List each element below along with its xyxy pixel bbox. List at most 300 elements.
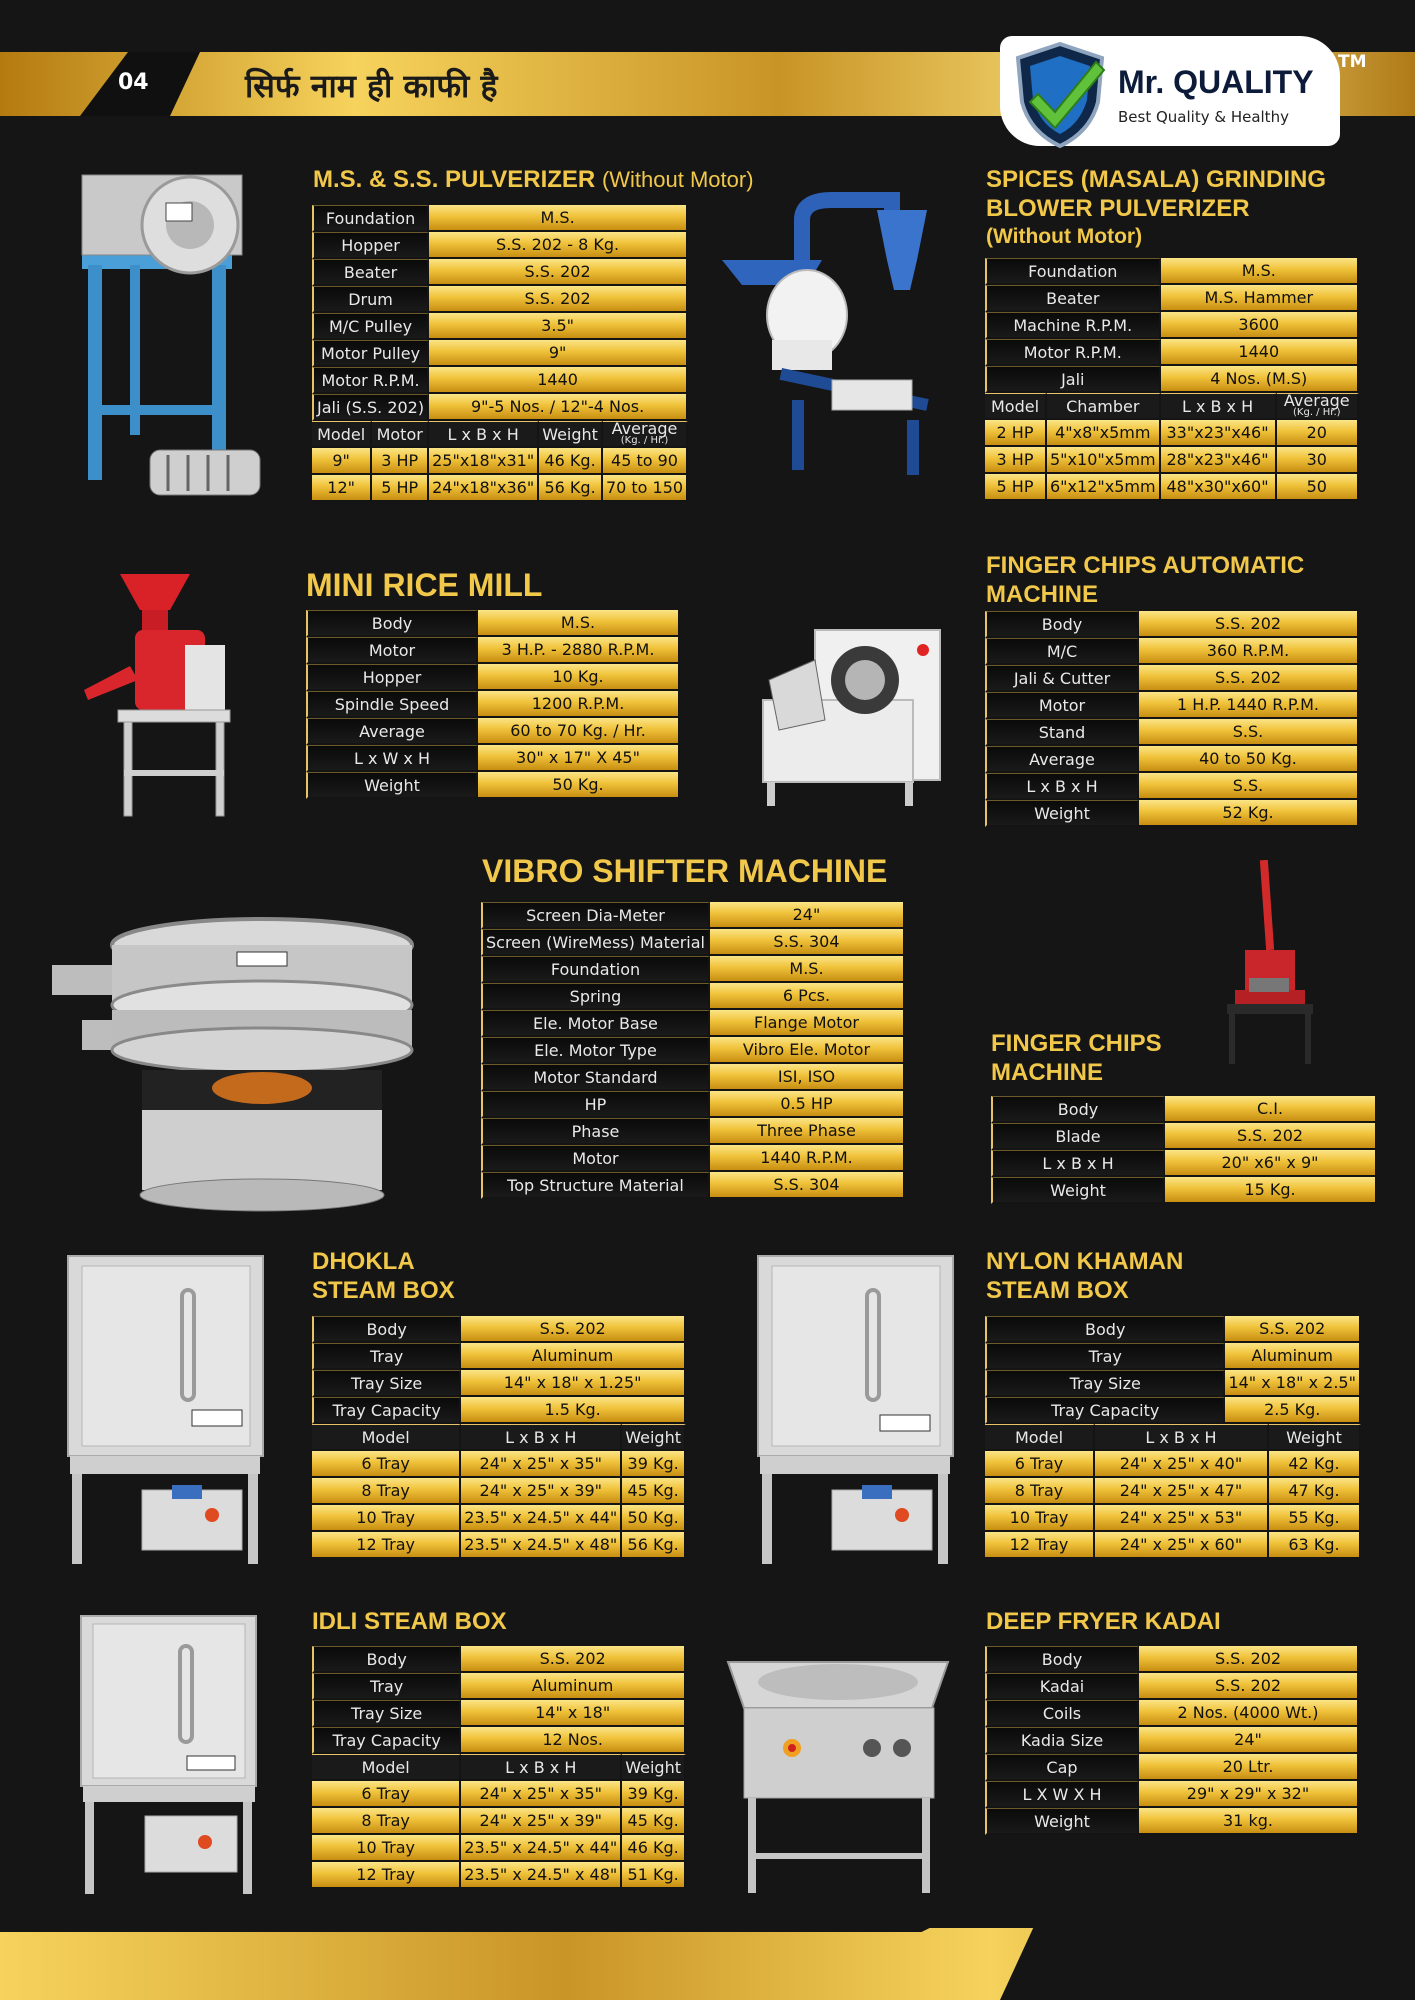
table-row: [312, 1478, 686, 1505]
table-row: [985, 1343, 1361, 1370]
table-row: [312, 232, 688, 259]
deep-fryer-image: [722, 1648, 954, 1898]
table-cell: 23.5" x 24.5" x 48": [461, 1532, 622, 1559]
rice-mill-spec-table: [306, 610, 680, 799]
spec-value: 1200 R.P.M.: [478, 691, 680, 718]
table-cell: 2 HP: [985, 420, 1047, 447]
table-row: [312, 394, 688, 421]
table-row: [306, 637, 680, 664]
table-cell: 4"x8"x5mm: [1047, 420, 1161, 447]
table-row: [985, 1397, 1361, 1424]
table-row: [306, 664, 680, 691]
spec-label: Machine R.P.M.: [985, 312, 1161, 339]
spec-label: Foundation: [985, 258, 1161, 285]
table-row: [985, 665, 1359, 692]
deep-fryer-title: DEEP FRYER KADAI: [986, 1608, 1221, 1635]
spec-label: Beater: [312, 259, 429, 286]
finger-chips-automatic-image: [755, 620, 945, 810]
table-cell: 48"x30"x60": [1161, 474, 1277, 501]
spec-value: 3 H.P. - 2880 R.P.M.: [478, 637, 680, 664]
column-header: Weight: [622, 1424, 686, 1451]
spec-value: 50 Kg.: [478, 772, 680, 799]
blower-pulverizer-title: SPICES (MASALA) GRINDING BLOWER PULVERIZER (Without Motor): [986, 166, 1327, 248]
column-header: L x B x H: [1095, 1424, 1269, 1451]
table-cell: 46 Kg.: [622, 1835, 686, 1862]
table-row: [985, 638, 1359, 665]
spec-value: 2.5 Kg.: [1225, 1397, 1361, 1424]
finger-chips-automatic-title: FINGER CHIPS AUTOMATIC MACHINE: [986, 552, 1305, 608]
table-cell: 33"x23"x46": [1161, 420, 1277, 447]
spec-value: C.I.: [1165, 1096, 1377, 1123]
spec-label: Body: [312, 1646, 461, 1673]
table-row: [312, 1727, 686, 1754]
spec-label: Tray Capacity: [985, 1397, 1225, 1424]
table-row: [985, 420, 1359, 447]
table-row: [312, 340, 688, 367]
table-cell: 24" x 25" x 39": [461, 1478, 622, 1505]
spec-label: Body: [985, 611, 1139, 638]
spec-value: 14" x 18" x 1.25": [461, 1370, 686, 1397]
spec-rows: [985, 1646, 1359, 1835]
table-cell: 6 Tray: [312, 1451, 461, 1478]
table-cell: 45 Kg.: [622, 1808, 686, 1835]
spec-label: L X W X H: [985, 1781, 1139, 1808]
table-row: [481, 929, 905, 956]
spec-value: 24": [1139, 1727, 1359, 1754]
spec-value: S.S. 202: [1139, 665, 1359, 692]
spec-value: 4 Nos. (M.S): [1161, 366, 1359, 393]
table-header-row: [312, 1424, 686, 1451]
table-row: [985, 1316, 1361, 1343]
table-cell: 39 Kg.: [622, 1451, 686, 1478]
spec-value: 0.5 HP: [710, 1091, 905, 1118]
spec-label: Jali: [985, 366, 1161, 393]
table-row: [985, 1646, 1359, 1673]
spec-value: 9"-5 Nos. / 12"-4 Nos.: [429, 394, 688, 421]
spec-label: Ele. Motor Type: [481, 1037, 710, 1064]
spec-value: 52 Kg.: [1139, 800, 1359, 827]
table-row: [985, 285, 1359, 312]
table-cell: 45 Kg.: [622, 1478, 686, 1505]
spec-label: Body: [985, 1316, 1225, 1343]
spec-label: Tray Size: [312, 1370, 461, 1397]
spec-value: S.S. 202 - 8 Kg.: [429, 232, 688, 259]
table-row: [312, 1808, 686, 1835]
table-cell: 55 Kg.: [1269, 1505, 1361, 1532]
column-header: Weight: [539, 421, 603, 448]
spec-label: Motor: [306, 637, 478, 664]
spec-label: Hopper: [312, 232, 429, 259]
table-row: [985, 1478, 1361, 1505]
column-header: L x B x H: [461, 1754, 622, 1781]
table-row: [312, 1451, 686, 1478]
table-cell: 9": [312, 448, 372, 475]
spec-value: Aluminum: [1225, 1343, 1361, 1370]
table-cell: 42 Kg.: [1269, 1451, 1361, 1478]
header-slogan: सिर्फ नाम ही काफी है: [245, 67, 498, 105]
table-row: [481, 983, 905, 1010]
table-row: [985, 611, 1359, 638]
table-row: [312, 1700, 686, 1727]
table-cell: 28"x23"x46": [1161, 447, 1277, 474]
table-cell: 8 Tray: [985, 1478, 1095, 1505]
table-row: [312, 286, 688, 313]
spec-label: Spindle Speed: [306, 691, 478, 718]
spec-value: S.S. 202: [1139, 1673, 1359, 1700]
spec-value: M.S.: [429, 205, 688, 232]
spec-value: 20" x6" x 9": [1165, 1150, 1377, 1177]
table-cell: 46 Kg.: [539, 448, 603, 475]
spec-label: Motor: [985, 692, 1139, 719]
table-cell: 12 Tray: [312, 1532, 461, 1559]
spec-value: M.S.: [1161, 258, 1359, 285]
spec-label: Tray: [985, 1343, 1225, 1370]
spec-label: M/C Pulley: [312, 313, 429, 340]
table-cell: 12 Tray: [985, 1532, 1095, 1559]
spec-label: Foundation: [481, 956, 710, 983]
spec-label: Tray Size: [312, 1700, 461, 1727]
table-cell: 8 Tray: [312, 1808, 461, 1835]
table-cell: 25"x18"x31": [429, 448, 539, 475]
rice-mill-title: MINI RICE MILL: [306, 567, 543, 603]
table-header-row: [312, 1754, 686, 1781]
spec-value: 14" x 18" x 2.5": [1225, 1370, 1361, 1397]
spec-value: 9": [429, 340, 688, 367]
spec-rows: [306, 610, 680, 799]
table-cell: 50 Kg.: [622, 1505, 686, 1532]
table-cell: 30: [1277, 447, 1359, 474]
table-cell: 5 HP: [372, 475, 429, 502]
table-row: [985, 1700, 1359, 1727]
spec-label: Foundation: [312, 205, 429, 232]
table-row: [481, 1172, 905, 1199]
khaman-steam-box-title: NYLON KHAMAN STEAM BOX: [986, 1248, 1184, 1304]
brand-name: Mr. QUALITY: [1118, 64, 1314, 100]
spec-label: Jali & Cutter: [985, 665, 1139, 692]
table-row: [306, 610, 680, 637]
spec-label: Body: [306, 610, 478, 637]
spec-label: Coils: [985, 1700, 1139, 1727]
footer-divider: [0, 1918, 950, 1932]
finger-chips-machine-title: FINGER CHIPS MACHINE: [991, 1030, 1162, 1086]
spec-value: 10 Kg.: [478, 664, 680, 691]
spec-value: S.S. 304: [710, 929, 905, 956]
spec-rows: [985, 258, 1359, 501]
table-row: [985, 1727, 1359, 1754]
table-row: [985, 258, 1359, 285]
spec-label: Weight: [985, 800, 1139, 827]
table-row: [312, 1532, 686, 1559]
vibro-shifter-spec-table: [481, 902, 905, 1199]
table-row: [312, 1343, 686, 1370]
table-row: [985, 474, 1359, 501]
table-cell: 39 Kg.: [622, 1781, 686, 1808]
spec-label: Cap: [985, 1754, 1139, 1781]
spec-label: Body: [991, 1096, 1165, 1123]
finger-chips-automatic-spec-table: [985, 611, 1359, 827]
table-cell: 12 Tray: [312, 1862, 461, 1889]
table-row: [985, 746, 1359, 773]
page-number: 04: [118, 70, 149, 95]
spec-value: 1.5 Kg.: [461, 1397, 686, 1424]
table-row: [985, 312, 1359, 339]
column-header: Motor: [372, 421, 429, 448]
table-row: [991, 1123, 1377, 1150]
table-row: [312, 367, 688, 394]
brand-logo: [1000, 36, 1340, 146]
table-row: [312, 1316, 686, 1343]
spec-label: Blade: [991, 1123, 1165, 1150]
table-cell: 24" x 25" x 40": [1095, 1451, 1269, 1478]
table-row: [481, 1118, 905, 1145]
table-row: [306, 745, 680, 772]
blower-pulverizer-spec-table: [985, 258, 1359, 501]
dhokla-spec-table: [312, 1316, 686, 1559]
table-row: [306, 772, 680, 799]
spec-label: L x B x H: [991, 1150, 1165, 1177]
table-cell: 70 to 150: [603, 475, 688, 502]
table-row: [985, 1673, 1359, 1700]
table-row: [312, 475, 688, 502]
table-cell: 24" x 25" x 39": [461, 1808, 622, 1835]
trademark-mark: TM: [1338, 52, 1367, 72]
table-row: [481, 1064, 905, 1091]
table-row: [306, 718, 680, 745]
table-cell: 20: [1277, 420, 1359, 447]
table-row: [481, 1037, 905, 1064]
spec-label: Motor Standard: [481, 1064, 710, 1091]
table-cell: 23.5" x 24.5" x 48": [461, 1862, 622, 1889]
table-row: [312, 1781, 686, 1808]
table-row: [985, 339, 1359, 366]
table-cell: 51 Kg.: [622, 1862, 686, 1889]
spec-rows: [481, 902, 905, 1199]
table-row: [985, 366, 1359, 393]
spec-label: L x B x H: [985, 773, 1139, 800]
table-row: [312, 259, 688, 286]
spec-rows: [985, 1316, 1361, 1559]
spec-value: Flange Motor: [710, 1010, 905, 1037]
column-header: L x B x H: [461, 1424, 622, 1451]
table-cell: 63 Kg.: [1269, 1532, 1361, 1559]
spec-label: M/C: [985, 638, 1139, 665]
spec-label: Spring: [481, 983, 710, 1010]
spec-value: 1 H.P. 1440 R.P.M.: [1139, 692, 1359, 719]
brand-tagline: Best Quality & Healthy: [1118, 108, 1289, 126]
table-cell: 23.5" x 24.5" x 44": [461, 1835, 622, 1862]
table-cell: 24"x18"x36": [429, 475, 539, 502]
spec-value: 1440: [1161, 339, 1359, 366]
table-cell: 12": [312, 475, 372, 502]
column-header: Weight: [1269, 1424, 1361, 1451]
column-header: Model: [985, 393, 1047, 420]
column-header: Chamber: [1047, 393, 1161, 420]
table-row: [312, 1862, 686, 1889]
spec-label: Tray Capacity: [312, 1727, 461, 1754]
spec-label: Average: [306, 718, 478, 745]
table-row: [312, 1505, 686, 1532]
table-row: [985, 1808, 1359, 1835]
spec-value: S.S. 202: [429, 286, 688, 313]
spec-value: S.S. 202: [429, 259, 688, 286]
spec-value: S.S. 202: [1225, 1316, 1361, 1343]
spec-value: 14" x 18": [461, 1700, 686, 1727]
spec-value: S.S. 202: [461, 1316, 686, 1343]
spec-value: 6 Pcs.: [710, 983, 905, 1010]
spec-label: Body: [312, 1316, 461, 1343]
spec-label: Ele. Motor Base: [481, 1010, 710, 1037]
table-row: [481, 956, 905, 983]
spec-value: Vibro Ele. Motor: [710, 1037, 905, 1064]
table-row: [312, 1397, 686, 1424]
spec-label: Average: [985, 746, 1139, 773]
table-row: [985, 1370, 1361, 1397]
table-cell: 50: [1277, 474, 1359, 501]
table-row: [991, 1150, 1377, 1177]
spec-value: 2 Nos. (4000 Wt.): [1139, 1700, 1359, 1727]
table-row: [985, 1781, 1359, 1808]
spec-label: Kadia Size: [985, 1727, 1139, 1754]
spec-value: M.S.: [710, 956, 905, 983]
deep-fryer-spec-table: [985, 1646, 1359, 1835]
spec-rows: [312, 1646, 686, 1889]
spec-label: Body: [985, 1646, 1139, 1673]
table-row: [991, 1177, 1377, 1204]
spec-label: Hopper: [306, 664, 478, 691]
table-row: [312, 1673, 686, 1700]
finger-chips-machine-spec-table: [991, 1096, 1377, 1204]
spec-label: Beater: [985, 285, 1161, 312]
table-cell: 6"x12"x5mm: [1047, 474, 1161, 501]
table-cell: 45 to 90: [603, 448, 688, 475]
table-row: [985, 692, 1359, 719]
spec-label: Kadai: [985, 1673, 1139, 1700]
table-cell: 3 HP: [372, 448, 429, 475]
table-row: [481, 1091, 905, 1118]
spec-value: Aluminum: [461, 1343, 686, 1370]
spec-label: Stand: [985, 719, 1139, 746]
column-header: Model: [985, 1424, 1095, 1451]
spec-value: 40 to 50 Kg.: [1139, 746, 1359, 773]
spec-label: Motor Pulley: [312, 340, 429, 367]
column-header: Weight: [622, 1754, 686, 1781]
pulverizer-image: [70, 165, 270, 515]
spec-value: 20 Ltr.: [1139, 1754, 1359, 1781]
table-row: [481, 902, 905, 929]
table-row: [985, 1754, 1359, 1781]
table-row: [991, 1096, 1377, 1123]
spec-value: S.S. 202: [1165, 1123, 1377, 1150]
spec-rows: [312, 1316, 686, 1559]
spec-label: Screen (WireMess) Material: [481, 929, 710, 956]
spec-value: S.S. 202: [1139, 611, 1359, 638]
column-header: Model: [312, 1754, 461, 1781]
spec-label: Tray Size: [985, 1370, 1225, 1397]
table-cell: 47 Kg.: [1269, 1478, 1361, 1505]
table-cell: 10 Tray: [985, 1505, 1095, 1532]
idli-steam-box-image: [75, 1610, 265, 1900]
spec-rows: [985, 611, 1359, 827]
table-cell: 24" x 25" x 60": [1095, 1532, 1269, 1559]
footer-corner: [1000, 1928, 1415, 2000]
spec-value: 60 to 70 Kg. / Hr.: [478, 718, 680, 745]
spec-value: 1440: [429, 367, 688, 394]
table-row: [312, 205, 688, 232]
table-cell: 56 Kg.: [622, 1532, 686, 1559]
spec-label: Jali (S.S. 202): [312, 394, 429, 421]
spec-value: S.S.: [1139, 719, 1359, 746]
spec-label: Screen Dia-Meter: [481, 902, 710, 929]
spec-label: Tray Capacity: [312, 1397, 461, 1424]
blower-pulverizer-image: [712, 190, 952, 480]
spec-value: 12 Nos.: [461, 1727, 686, 1754]
spec-label: Weight: [306, 772, 478, 799]
column-header: Average (Kg. / Hr.): [1277, 393, 1359, 420]
table-cell: 24" x 25" x 47": [1095, 1478, 1269, 1505]
idli-spec-table: [312, 1646, 686, 1889]
spec-label: Phase: [481, 1118, 710, 1145]
pulverizer-title: M.S. & S.S. PULVERIZER (Without Motor): [313, 166, 754, 193]
table-cell: 24" x 25" x 53": [1095, 1505, 1269, 1532]
spec-label: Motor R.P.M.: [312, 367, 429, 394]
table-row: [985, 447, 1359, 474]
vibro-shifter-title: VIBRO SHIFTER MACHINE: [482, 853, 888, 889]
spec-label: Weight: [991, 1177, 1165, 1204]
khaman-spec-table: [985, 1316, 1361, 1559]
spec-value: Three Phase: [710, 1118, 905, 1145]
spec-label: Top Structure Material: [481, 1172, 710, 1199]
table-row: [312, 1835, 686, 1862]
spec-value: M.S.: [478, 610, 680, 637]
spec-value: S.S. 304: [710, 1172, 905, 1199]
table-cell: 24" x 25" x 35": [461, 1451, 622, 1478]
shield-check-icon: [1010, 40, 1110, 150]
spec-value: S.S.: [1139, 773, 1359, 800]
table-row: [312, 448, 688, 475]
table-cell: 10 Tray: [312, 1835, 461, 1862]
table-cell: 6 Tray: [312, 1781, 461, 1808]
table-header-row: [985, 393, 1359, 420]
spec-label: Weight: [985, 1808, 1139, 1835]
dhokla-steam-box-title: DHOKLA STEAM BOX: [312, 1248, 455, 1304]
spec-value: 3600: [1161, 312, 1359, 339]
spec-value: 15 Kg.: [1165, 1177, 1377, 1204]
spec-label: L x W x H: [306, 745, 478, 772]
spec-value: 29" x 29" x 32": [1139, 1781, 1359, 1808]
spec-value: 1440 R.P.M.: [710, 1145, 905, 1172]
table-row: [985, 773, 1359, 800]
table-row: [985, 1451, 1361, 1478]
spec-value: ISI, ISO: [710, 1064, 905, 1091]
spec-label: Tray: [312, 1673, 461, 1700]
spec-value: Aluminum: [461, 1673, 686, 1700]
table-header-row: [985, 1424, 1361, 1451]
column-header: L x B x H: [429, 421, 539, 448]
pulverizer-spec-table: [312, 205, 688, 502]
khaman-steam-box-image: [752, 1250, 962, 1570]
spec-label: Tray: [312, 1343, 461, 1370]
spec-label: Motor R.P.M.: [985, 339, 1161, 366]
dhokla-steam-box-image: [62, 1250, 272, 1570]
table-row: [481, 1145, 905, 1172]
spec-value: 24": [710, 902, 905, 929]
table-row: [481, 1010, 905, 1037]
spec-value: 31 kg.: [1139, 1808, 1359, 1835]
table-cell: 8 Tray: [312, 1478, 461, 1505]
table-cell: 5"x10"x5mm: [1047, 447, 1161, 474]
table-row: [985, 1532, 1361, 1559]
column-header: Model: [312, 421, 372, 448]
